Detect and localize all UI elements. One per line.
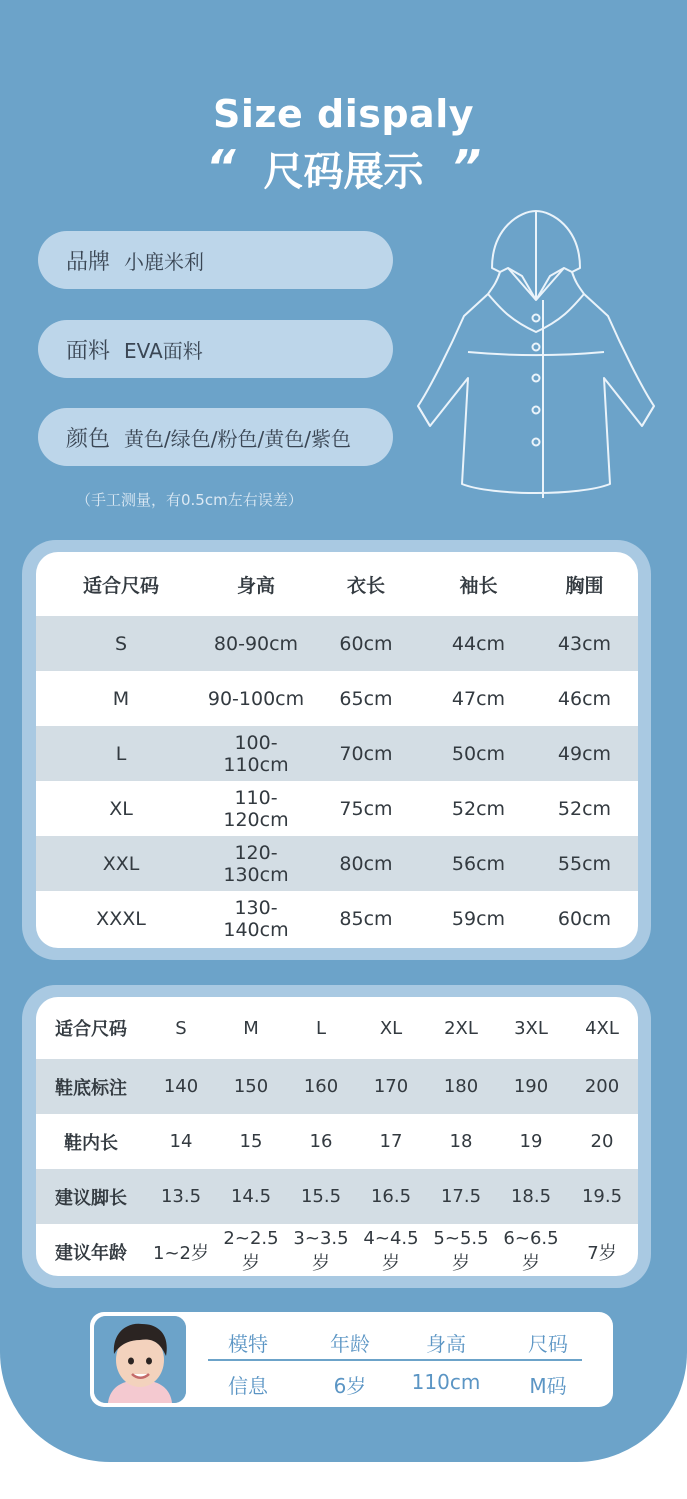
table-header-cell: 适合尺码 xyxy=(82,574,159,597)
table-header-cell: 适合尺码 xyxy=(55,1019,127,1040)
table-cell: 43cm xyxy=(531,616,638,671)
table-header-row xyxy=(36,552,638,616)
table-cell: L xyxy=(36,726,206,781)
table-cell: 120-130cm xyxy=(206,836,306,891)
info-color xyxy=(38,408,393,466)
table-header-cell: 3XL xyxy=(514,1017,548,1039)
table-cell: 110-120cm xyxy=(223,786,289,831)
table-cell: 16 xyxy=(309,1131,333,1152)
table-row-header: 建议年龄 xyxy=(55,1242,127,1264)
table-cell: 6~6.5岁 xyxy=(503,1228,559,1274)
info-value: 小鹿米利 xyxy=(124,249,205,274)
table-cell: XL xyxy=(109,797,133,820)
table-cell: 16.5 xyxy=(356,1169,426,1224)
model-value-info: 信息 xyxy=(228,1374,268,1398)
model-label-height: 身高 xyxy=(426,1332,466,1356)
table-cell: 60cm xyxy=(557,907,612,930)
table-cell: S xyxy=(36,616,206,671)
table-cell: 170 xyxy=(356,1059,426,1114)
table-cell: 55cm xyxy=(531,836,638,891)
table-row xyxy=(36,891,638,946)
table-cell: 190 xyxy=(496,1059,566,1114)
table-header-cell: 胸围 xyxy=(565,574,604,597)
quote-right-icon: ” xyxy=(451,140,482,194)
table-cell: 44cm xyxy=(426,616,531,671)
table-row xyxy=(36,836,638,891)
table-row xyxy=(36,781,638,836)
table-cell: 70cm xyxy=(306,726,426,781)
table-cell: 52cm xyxy=(451,797,506,820)
info-value: 黄色/绿色/粉色/黄色/紫色 xyxy=(124,426,351,451)
info-label: 品牌 xyxy=(66,249,111,275)
table-cell: 200 xyxy=(566,1059,638,1114)
table-cell: 2~2.5岁 xyxy=(223,1228,279,1274)
table-header-cell: 身高 xyxy=(236,574,275,597)
table-cell: 100-110cm xyxy=(206,726,306,781)
title-chinese-row xyxy=(0,140,687,197)
table-cell: M xyxy=(112,687,130,710)
model-label-size: 尺码 xyxy=(528,1332,568,1356)
model-divider xyxy=(208,1359,582,1361)
shoe-table xyxy=(36,997,638,1276)
table-header-row xyxy=(36,997,638,1059)
table-cell: XXL xyxy=(36,836,206,891)
model-info-card xyxy=(90,1312,613,1407)
table-cell: 7岁 xyxy=(587,1242,617,1264)
table-header-cell: 袖长 xyxy=(459,574,498,597)
model-avatar xyxy=(94,1316,186,1403)
table-row xyxy=(36,1114,638,1169)
table-row xyxy=(36,726,638,781)
table-header-cell: XL xyxy=(379,1017,403,1039)
table-header-cell: 2XL xyxy=(444,1017,478,1039)
table-cell: 3~3.5岁 xyxy=(293,1228,349,1274)
table-header-cell: 4XL xyxy=(585,1017,619,1039)
info-label: 颜色 xyxy=(66,426,111,452)
model-label-age: 年龄 xyxy=(330,1332,370,1356)
table-header-cell: S xyxy=(175,1017,187,1039)
table-row xyxy=(36,616,638,671)
table-cell: 14 xyxy=(169,1131,193,1152)
table-cell: 75cm xyxy=(339,797,393,820)
table-cell: 14.5 xyxy=(216,1169,286,1224)
table-cell: 49cm xyxy=(531,726,638,781)
table-cell: 160 xyxy=(286,1059,356,1114)
table-cell: 65cm xyxy=(339,687,393,710)
title-chinese: 尺码展示 xyxy=(263,149,424,195)
size-table xyxy=(36,552,638,946)
table-cell: 46cm xyxy=(557,687,612,710)
table-cell: 47cm xyxy=(451,687,506,710)
table-cell: 140 xyxy=(146,1059,216,1114)
title-english: Size dispaly xyxy=(213,92,474,136)
table-row-header: 鞋底标注 xyxy=(36,1059,146,1114)
table-cell: 60cm xyxy=(306,616,426,671)
table-cell: 5~5.5岁 xyxy=(433,1228,489,1274)
table-cell: 80cm xyxy=(306,836,426,891)
model-label-model: 模特 xyxy=(228,1332,268,1356)
table-cell: 130-140cm xyxy=(223,896,289,941)
table-cell: 90-100cm xyxy=(207,687,305,710)
table-cell: XXXL xyxy=(96,907,146,930)
table-cell: 4~4.5岁 xyxy=(363,1228,419,1274)
table-row xyxy=(36,1169,638,1224)
quote-left-icon: “ xyxy=(205,140,236,194)
table-cell: 13.5 xyxy=(146,1169,216,1224)
table-cell: 15 xyxy=(239,1131,263,1152)
table-cell: 18 xyxy=(449,1131,473,1152)
info-value: EVA面料 xyxy=(124,338,203,363)
table-row-header: 建议脚长 xyxy=(36,1169,146,1224)
model-value-size: M码 xyxy=(529,1374,567,1398)
table-row xyxy=(36,1224,638,1276)
table-cell: 20 xyxy=(590,1131,614,1152)
table-cell: 180 xyxy=(426,1059,496,1114)
table-row xyxy=(36,671,638,726)
table-cell: 15.5 xyxy=(286,1169,356,1224)
table-cell: 17 xyxy=(379,1131,403,1152)
model-value-height: 110cm xyxy=(411,1370,481,1394)
table-cell: 85cm xyxy=(339,907,393,930)
table-cell: 59cm xyxy=(451,907,506,930)
table-cell: 150 xyxy=(216,1059,286,1114)
table-cell: 1~2岁 xyxy=(153,1242,209,1264)
size-table-card xyxy=(36,552,638,948)
table-cell: 17.5 xyxy=(426,1169,496,1224)
measurement-note: （手工测量，有0.5cm左右误差） xyxy=(76,491,303,509)
info-brand xyxy=(38,231,393,289)
raincoat-outline-icon xyxy=(412,208,660,508)
table-cell: 50cm xyxy=(426,726,531,781)
table-header-cell: M xyxy=(243,1017,259,1039)
table-cell: 18.5 xyxy=(496,1169,566,1224)
table-cell: 52cm xyxy=(557,797,612,820)
info-material xyxy=(38,320,393,378)
table-cell: 80-90cm xyxy=(206,616,306,671)
table-header-cell: L xyxy=(315,1017,327,1039)
shoe-table-card xyxy=(36,997,638,1276)
table-cell: 19 xyxy=(519,1131,543,1152)
table-row xyxy=(36,1059,638,1114)
model-value-age: 6岁 xyxy=(333,1374,367,1398)
table-row-header: 鞋内长 xyxy=(64,1132,118,1154)
table-header-cell: 衣长 xyxy=(346,574,385,597)
table-cell: 19.5 xyxy=(566,1169,638,1224)
table-cell: 56cm xyxy=(426,836,531,891)
info-label: 面料 xyxy=(66,338,111,364)
